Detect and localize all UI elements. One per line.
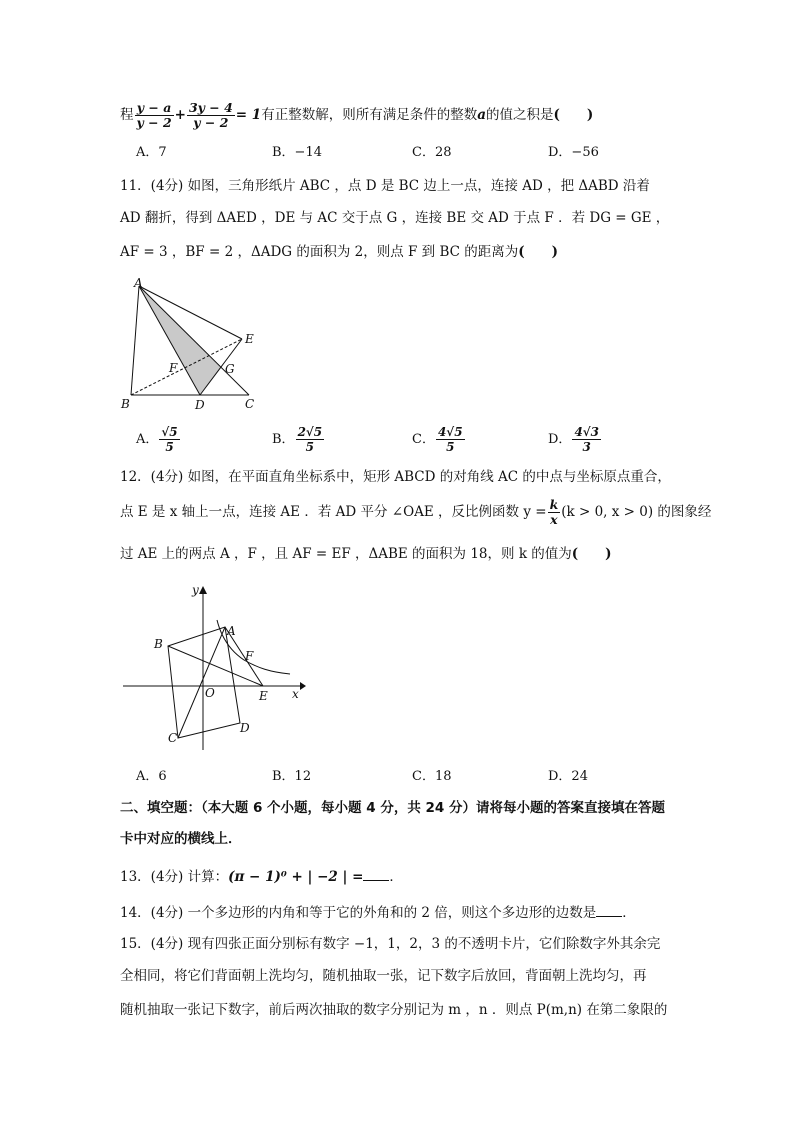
q12-y-axis-arrow — [199, 586, 207, 594]
q12-line-2 — [120, 497, 712, 527]
q12-diagonal-ac — [178, 627, 225, 738]
q12-label-b: B — [154, 637, 163, 651]
q11-label-e: E — [245, 332, 254, 346]
q12-label-f: F — [245, 649, 254, 663]
q11-line-3 — [120, 242, 680, 262]
q13-line — [120, 867, 680, 887]
section2-heading-line-2: 卡中对应的横线上． — [120, 831, 242, 847]
q12-label-d: D — [240, 721, 250, 735]
q11-label-b: B — [121, 397, 130, 411]
q10-option-b: B．−14 — [272, 145, 322, 160]
q12-answer-paren: ( ) — [571, 546, 612, 562]
q12-label-o: O — [205, 686, 215, 700]
q12-k-over-x: $\frac{k}{x}$ — [549, 497, 559, 527]
q11-line-2: AD 翻折，得到 ΔAED ，DE 与 AC 交于点 G ，连接 BE 交 AD 于点 F ．若 DG = GE ， — [120, 210, 670, 226]
q12-label-e: E — [259, 689, 268, 703]
q10-line — [120, 101, 680, 130]
q12-option-c: C．18 — [412, 769, 452, 784]
q11-option-d: D． $\frac{4√3}{3}$ — [548, 425, 600, 454]
q12-x-axis-arrow — [300, 682, 306, 690]
q12-rectangle-abcd — [168, 627, 240, 738]
q15-line-1: 15．(4分) 现有四张正面分别标有数字 −1，1，2，3 的不透明卡片，它们除数字外其余完 — [120, 936, 661, 952]
q10-text: 有正整数解，则所有满足条件的整数 — [261, 107, 478, 123]
q13-prefix: 13．(4分) 计算： — [120, 869, 229, 885]
q12-line-3-text: 过 AE 上的两点 A ，F ，且 AF = EF ，ΔABE 的面积为 18，则 k 的值为 — [120, 546, 572, 562]
q10-option-a: A．7 — [136, 145, 167, 160]
q10-text2: 的值之积是 — [485, 107, 554, 123]
q10-answer-paren: ( ) — [553, 107, 594, 123]
q11-side-ab — [131, 286, 139, 395]
q15-line-2: 全相同，将它们背面朝上洗均匀，随机抽取一张，记下数字后放回，背面朝上洗均匀，再 — [120, 968, 647, 984]
q13-expression: (π − 1)⁰ + | −2 | = — [228, 869, 364, 885]
q11-label-a: A — [134, 276, 143, 290]
q12-option-b: B．12 — [272, 769, 312, 784]
q10-fraction-1: $\frac{y - a}{y - 2}$ — [136, 100, 172, 130]
q11-option-a: A． $\frac{√5}{5}$ — [136, 425, 178, 454]
q11-shaded-triangle-adg — [139, 286, 221, 395]
q11-triangle-figure — [118, 276, 268, 416]
q10-fraction-2: $\frac{3y - 4}{y - 2}$ — [188, 100, 233, 130]
q12-label-a: A — [227, 624, 236, 638]
q10-var-a: a — [477, 107, 486, 123]
q10-option-d: D．−56 — [548, 145, 599, 160]
q13-answer-blank[interactable] — [363, 868, 389, 881]
q12-option-d: D．24 — [548, 769, 588, 784]
q11-label-c: C — [245, 397, 255, 411]
q11-label-g: G — [225, 362, 235, 376]
q11-answer-paren: ( ) — [518, 244, 559, 260]
q10-prefix: 程 — [120, 107, 134, 123]
q12-label-y: y — [192, 583, 199, 597]
q12-line-1: 12．(4分) 如图，在平面直角坐标系中，矩形 ABCD 的对角线 AC 的中点与坐标原点重合， — [120, 469, 671, 485]
q11-label-f: F — [169, 361, 178, 375]
q11-line-3-text: AF = 3 ，BF = 2 ，ΔADG 的面积为 2，则点 F 到 BC 的距离为 — [120, 244, 519, 260]
q12-label-c: C — [168, 731, 178, 745]
q14-answer-blank[interactable] — [596, 904, 622, 917]
q11-option-b: B． $\frac{2√5}{5}$ — [272, 425, 323, 454]
q10-option-c: C．28 — [412, 145, 452, 160]
q14-suffix: ． — [622, 905, 636, 921]
q11-line-1: 11．(4分) 如图，三角形纸片 ABC ，点 D 是 BC 边上一点，连接 AD ，把 ΔABD 沿着 — [120, 178, 650, 194]
q12-line-2a: 点 E 是 x 轴上一点，连接 AE ．若 AD 平分 ∠OAE ，反比例函数 y = — [120, 504, 547, 520]
q12-label-x: x — [292, 687, 299, 701]
q12-line-3 — [120, 544, 680, 564]
q14-text: 14．(4分) 一个多边形的内角和等于它的外角和的 2 倍，则这个多边形的边数是 — [120, 905, 597, 921]
q10-plus: + — [174, 107, 186, 123]
q12-coordinate-figure — [120, 580, 310, 755]
section2-heading-line-1: 二、填空题：（本大题 6 个小题，每小题 4 分，共 24 分）请将每小题的答案直接填在答题 — [120, 800, 666, 816]
q15-line-3: 随机抽取一张记下数字，前后两次抽取的数字分别记为 m ，n ．则点 P(m,n) 在第二象限的 — [120, 1002, 668, 1018]
q10-equals: = 1 — [235, 107, 262, 123]
q14-line — [120, 903, 680, 923]
q11-label-d: D — [195, 398, 205, 412]
q11-option-c: C． $\frac{4√5}{5}$ — [412, 425, 463, 454]
q13-suffix: ． — [389, 869, 403, 885]
q12-option-a: A．6 — [136, 769, 167, 784]
q12-line-2b: (k > 0, x > 0) 的图象经 — [561, 504, 712, 520]
